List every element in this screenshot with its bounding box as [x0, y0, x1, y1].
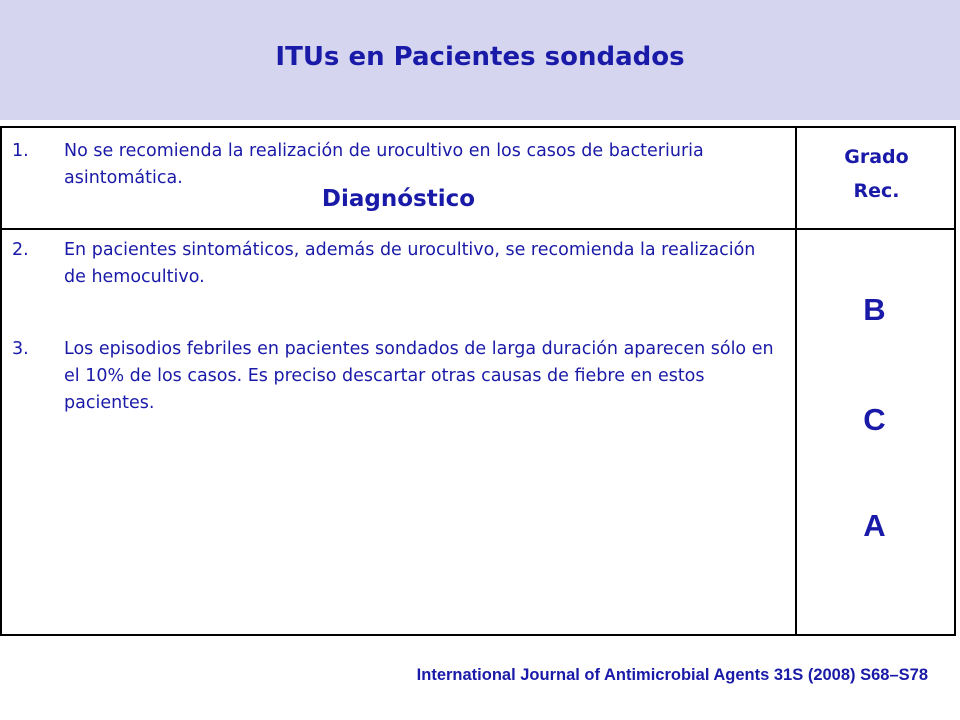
page-title: ITUs en Pacientes sondados	[275, 42, 685, 72]
list-item	[12, 336, 782, 417]
list-item	[12, 138, 782, 192]
item-number: 3.	[12, 339, 29, 359]
grade-value: B	[863, 292, 886, 327]
column-header-diagnostico: Diagnóstico	[321, 186, 476, 212]
grado-label: Grado	[844, 146, 909, 168]
citation: International Journal of Antimicrobial Agents 31S (2008) S68–S78	[416, 666, 928, 684]
item-number: 1.	[12, 141, 29, 161]
grade-value: A	[863, 508, 886, 543]
column-header-grado	[797, 140, 956, 208]
grade-value: C	[863, 402, 886, 437]
rec-label: Rec.	[853, 180, 900, 202]
item-text: No se recomienda la realización de urocultivo en los casos de bacteriuria asintomática.	[64, 141, 704, 188]
list-item	[12, 237, 782, 291]
item-text: En pacientes sintomáticos, además de urocultivo, se recomienda la realización de hemocultivo.	[64, 240, 756, 287]
item-number: 2.	[12, 240, 29, 260]
item-text: Los episodios febriles en pacientes sondados de larga duración aparecen sólo en el 10% de los casos. Es preciso descartar otras causas de fiebre en estos pacientes.	[64, 339, 774, 413]
diagnostic-list	[12, 138, 782, 462]
